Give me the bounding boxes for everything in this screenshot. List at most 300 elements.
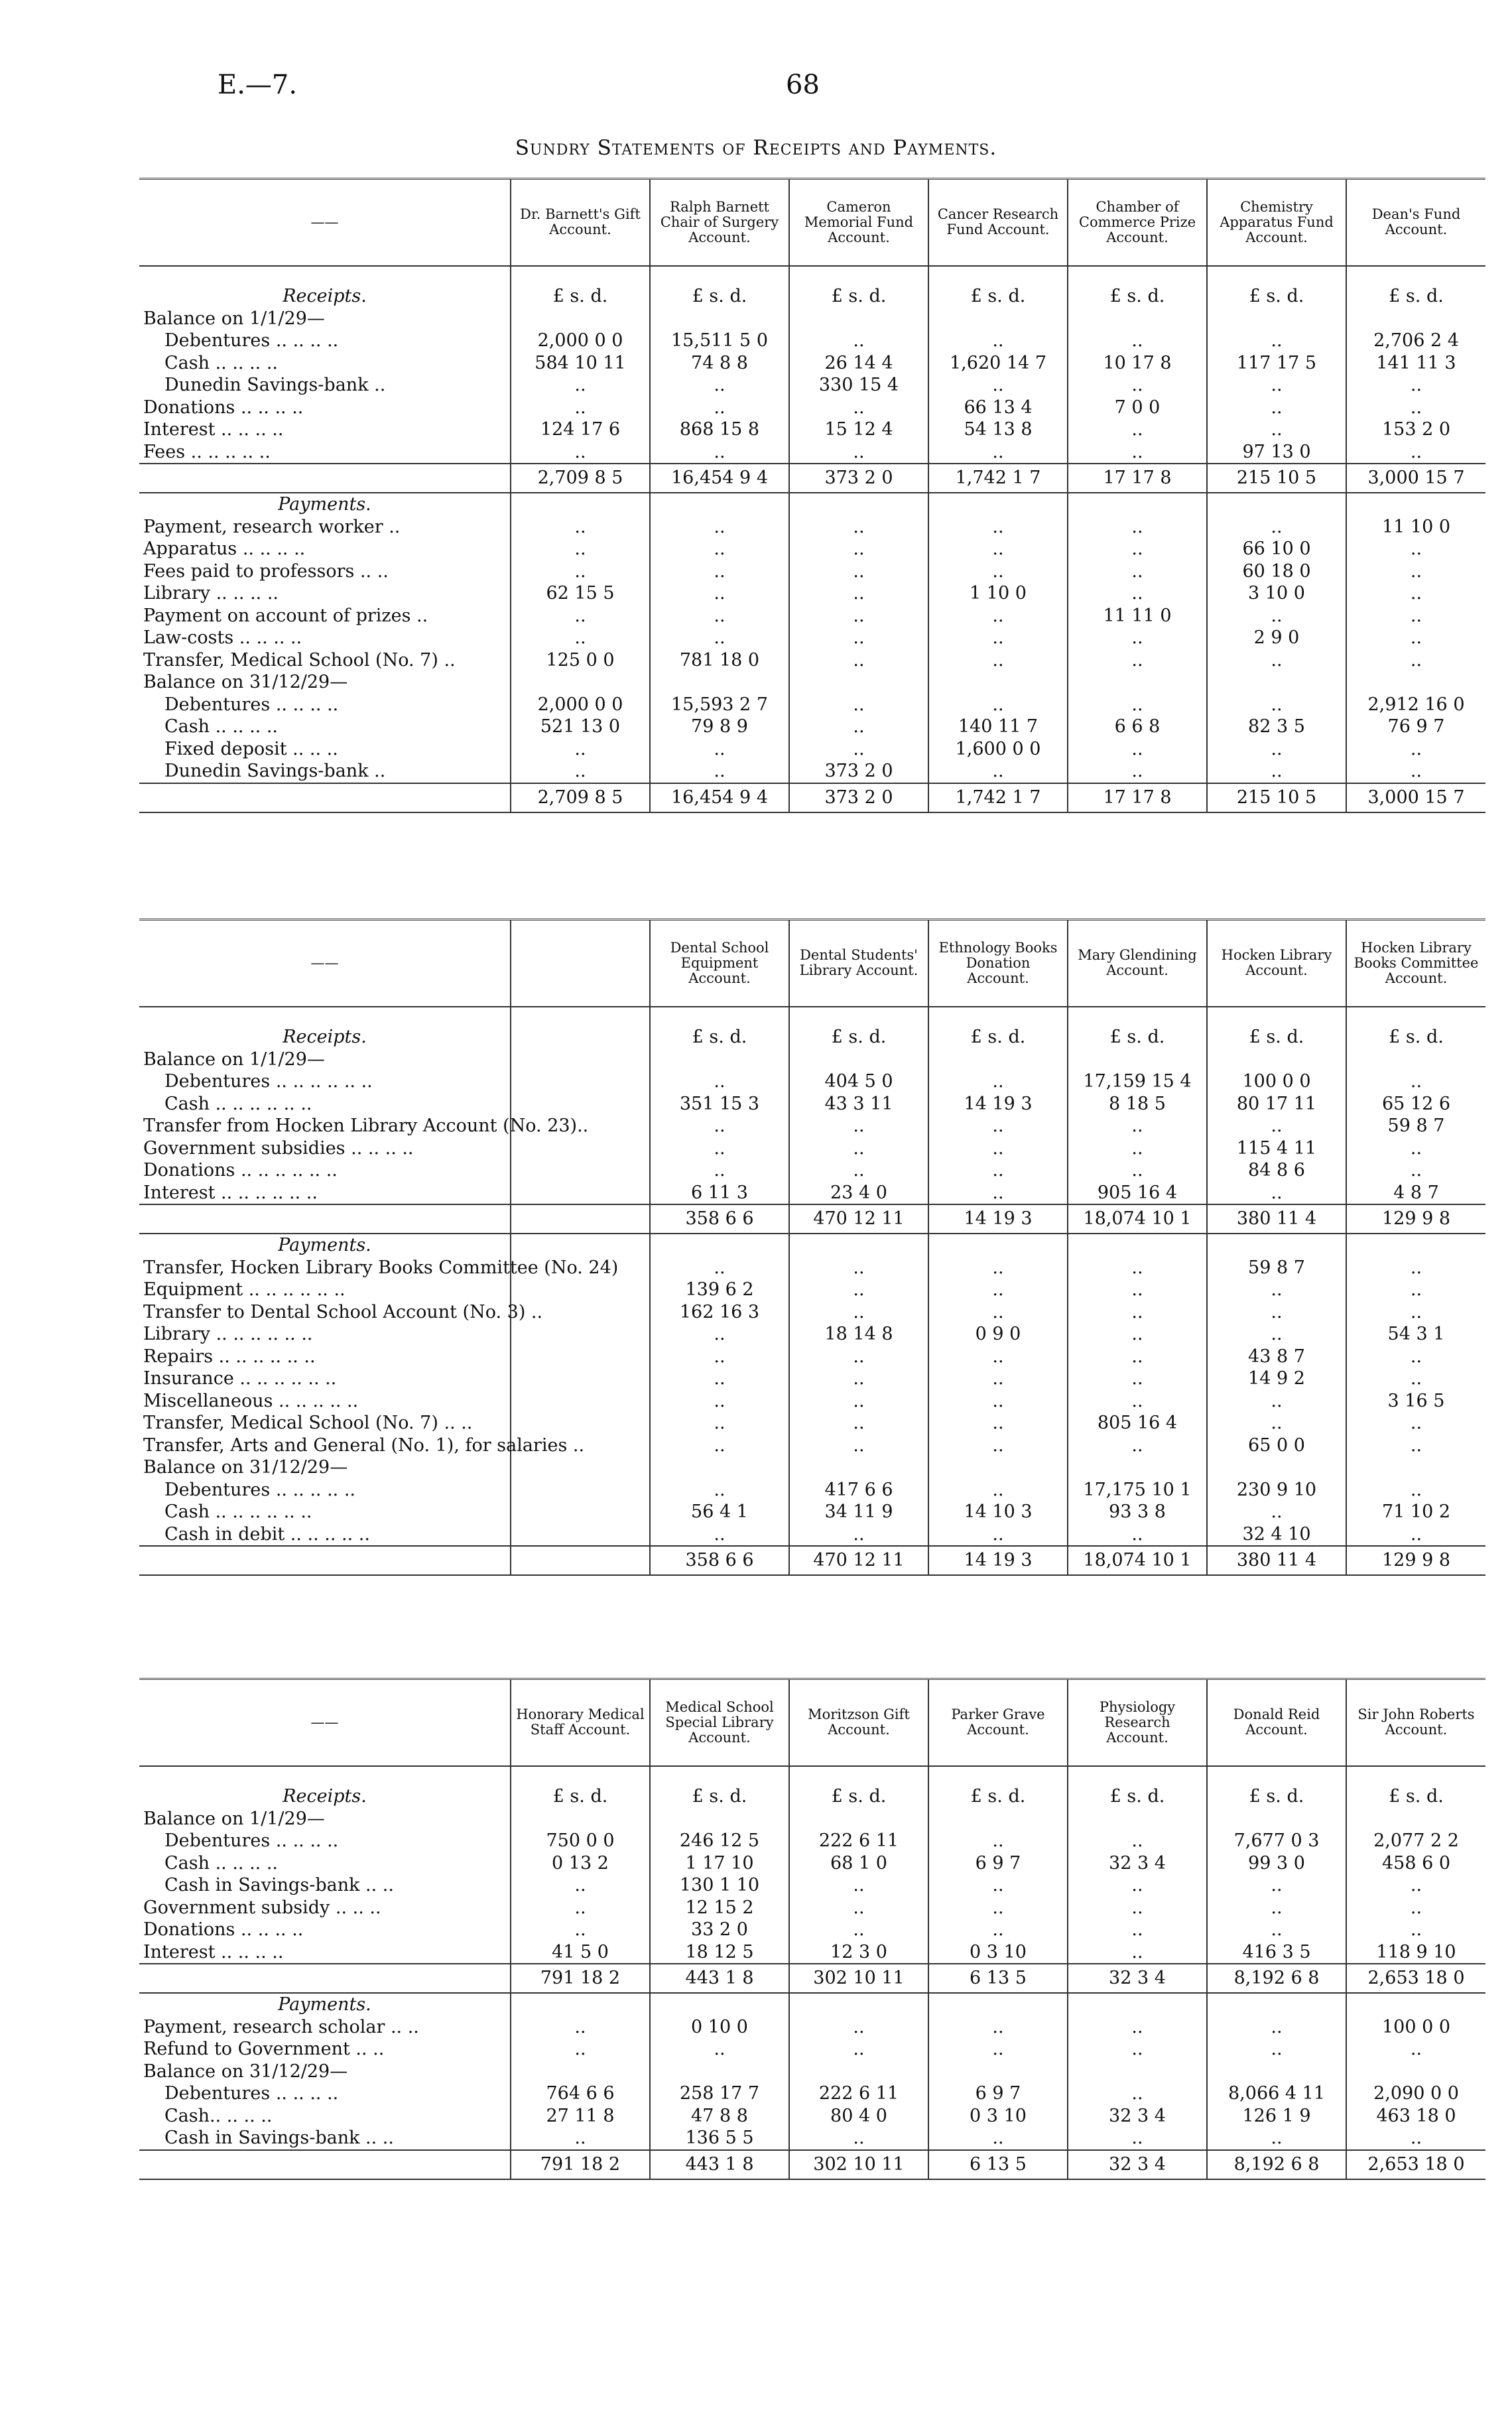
amount-cell: .. [928,605,1068,627]
amount-cell: 11 10 0 [1346,516,1485,539]
amount-cell: 10 17 8 [1068,352,1207,375]
amount-cell: 41 5 0 [511,1941,650,1964]
amount-cell: .. [650,1115,789,1137]
amount-cell: .. [928,1279,1068,1301]
amount-cell: 15 12 4 [789,418,928,441]
amount-cell: 32 4 10 [1207,1523,1346,1547]
amount-cell: .. [1346,1523,1485,1547]
row-label: Dunedin Savings-bank .. [164,761,386,781]
amount-cell: 7 0 0 [1068,397,1207,419]
table-row [139,1115,1485,1137]
amount-cell: .. [789,649,928,672]
amount-cell: 6 6 8 [1068,716,1207,738]
amount-cell [1068,308,1207,330]
account-header: Mary Glendining Account. [1068,920,1207,1007]
account-header: Cameron Memorial Fund Account. [789,179,928,266]
table-row [139,1456,1485,1479]
table-row [139,1897,1485,1919]
amount-cell: .. [928,1115,1068,1137]
amount-cell: 3 16 5 [1346,1390,1485,1413]
header-label-cell: —— [139,179,511,266]
row-label: Cash in debit .. .. .. .. .. [164,1523,370,1545]
amount-cell: .. [1346,738,1485,761]
amount-cell: 1,600 0 0 [928,738,1068,761]
amount-cell: .. [789,1435,928,1457]
amount-cell: .. [928,1301,1068,1324]
amount-cell: 125 0 0 [511,649,650,672]
amount-cell: 65 0 0 [1207,1435,1346,1457]
amount-cell: .. [789,627,928,649]
amount-cell [511,2061,650,2083]
amount-cell: .. [789,397,928,419]
amount-cell: 59 8 7 [1346,1115,1485,1137]
page-number: 68 [786,70,820,100]
amount-cell: .. [650,441,789,464]
amount-cell [650,1766,789,1785]
amount-cell: 12 3 0 [789,1941,928,1964]
row-label [139,1204,511,1234]
amount-cell: 54 13 8 [928,418,1068,441]
row-label [139,1546,511,1575]
amount-cell: .. [789,1897,928,1919]
amount-cell [1207,1808,1346,1830]
row-label: Transfer, Medical School (No. 7) .. .. [143,1413,473,1433]
amount-cell: 153 2 0 [1346,418,1485,441]
amount-cell: .. [1068,1523,1207,1547]
account-header [511,920,650,1007]
amount-cell: £ s. d. [1207,1785,1346,1808]
header-label-cell: —— [139,920,511,1007]
amount-cell [511,1479,650,1502]
amount-cell: .. [789,1137,928,1160]
amount-cell: 2,653 18 0 [1346,2150,1485,2179]
amount-cell: 584 10 11 [511,352,650,375]
spacer-row [139,1766,1485,1785]
amount-cell: 130 1 10 [650,1874,789,1897]
amount-cell: 2,912 16 0 [1346,694,1485,716]
amount-cell [1068,1808,1207,1830]
amount-cell: .. [1068,694,1207,716]
amount-cell: 358 6 6 [650,1546,789,1575]
amount-cell: .. [928,1435,1068,1457]
amount-cell: 302 10 11 [789,1964,928,1993]
amount-cell: £ s. d. [1207,1026,1346,1049]
table-row [139,760,1485,783]
amount-cell: 18 14 8 [789,1323,928,1346]
amount-cell: .. [1068,1257,1207,1279]
amount-cell [1346,308,1485,330]
amount-cell [1068,1993,1207,2016]
amount-cell [650,1234,789,1257]
amount-cell: 66 13 4 [928,397,1068,419]
amount-cell [650,266,789,285]
amount-cell [1207,1049,1346,1071]
amount-cell: .. [1207,1301,1346,1324]
amount-cell: 6 9 7 [928,2082,1068,2105]
amount-cell: 141 11 3 [1346,352,1485,375]
amount-cell: 6 13 5 [928,1964,1068,1993]
row-label: Balance on 1/1/29— [143,1808,325,1829]
amount-cell: .. [650,627,789,649]
amount-cell: .. [928,649,1068,672]
amount-cell: .. [511,441,650,464]
amount-cell: £ s. d. [1207,285,1346,308]
account-header: Physiology Research Account. [1068,1679,1207,1766]
amount-cell: .. [1346,1412,1485,1435]
amount-cell: 215 10 5 [1207,783,1346,812]
amount-cell: .. [1346,397,1485,419]
amount-cell [1068,2061,1207,2083]
account-header: Ralph Barnett Chair of Surgery Account. [650,179,789,266]
amount-cell: .. [789,1115,928,1137]
account-header: Chemistry Apparatus Fund Account. [1207,179,1346,266]
amount-cell: .. [1068,1159,1207,1182]
amount-cell: .. [1207,1279,1346,1301]
amount-cell: 14 10 3 [928,1501,1068,1523]
account-header: Dental School Equipment Account. [650,920,789,1007]
amount-cell: .. [789,1390,928,1413]
amount-cell: 0 3 10 [928,2105,1068,2128]
amount-cell: .. [1207,2127,1346,2150]
amount-cell: .. [789,1412,928,1435]
amount-cell: 129 9 8 [1346,1546,1485,1575]
amount-cell: .. [1346,760,1485,783]
statement-table-1 [139,179,1485,813]
amount-cell: 470 12 11 [789,1546,928,1575]
amount-cell: 84 8 6 [1207,1159,1346,1182]
amount-cell: .. [789,738,928,761]
amount-cell: .. [511,516,650,539]
amount-cell [511,1766,650,1785]
row-label: Library .. .. .. .. [143,583,279,604]
amount-cell [928,671,1068,694]
row-label: Balance on 1/1/29— [143,1049,325,1070]
row-label: Debentures .. .. .. .. [164,1830,339,1851]
amount-cell: £ s. d. [928,285,1068,308]
amount-cell: 26 14 4 [789,352,928,375]
amount-cell: £ s. d. [789,285,928,308]
row-label: Payment, research scholar .. .. [143,2016,419,2037]
amount-cell [1346,2061,1485,2083]
amount-cell: 6 13 5 [928,2150,1068,2179]
table-row [139,1093,1485,1116]
table-row [139,1523,1485,1547]
account-header: Chamber of Commerce Prize Account. [1068,179,1207,266]
amount-cell: 258 17 7 [650,2082,789,2105]
table-row [139,1368,1485,1390]
amount-cell: .. [789,538,928,560]
statement-table-3 [139,1679,1485,2180]
amount-cell: 32 3 4 [1068,1964,1207,1993]
amount-cell: .. [928,1897,1068,1919]
amount-cell: .. [789,1523,928,1547]
amount-cell [928,1993,1068,2016]
amount-cell: .. [789,560,928,583]
amount-cell [928,1007,1068,1026]
table-row [139,1070,1485,1093]
amount-cell [789,1808,928,1830]
table-row [139,2105,1485,2128]
row-label: Government subsidies .. .. .. .. [143,1137,414,1159]
amount-cell [789,266,928,285]
amount-cell: 0 3 10 [928,1941,1068,1964]
amount-cell: 65 12 6 [1346,1093,1485,1116]
amount-cell: 2,090 0 0 [1346,2082,1485,2105]
amount-cell: .. [650,374,789,397]
table-row [139,397,1485,419]
amount-cell [928,2061,1068,2083]
row-label: Receipts. [283,1027,367,1047]
amount-cell: 80 4 0 [789,2105,928,2128]
amount-cell: .. [1346,1897,1485,1919]
amount-cell [1068,266,1207,285]
amount-cell: 1,620 14 7 [928,352,1068,375]
row-label: Law-costs .. .. .. .. [143,627,302,648]
amount-cell: 74 8 8 [650,352,789,375]
table-row [139,330,1485,352]
amount-cell: .. [928,760,1068,783]
amount-cell: .. [1068,2127,1207,2150]
amount-cell: .. [928,1390,1068,1413]
amount-cell [789,1049,928,1071]
amount-cell: 129 9 8 [1346,1204,1485,1234]
amount-cell [511,493,650,516]
row-label: Payment, research worker .. [143,516,401,537]
amount-cell: 18,074 10 1 [1068,1546,1207,1575]
table-row [139,671,1485,694]
amount-cell: .. [1346,605,1485,627]
row-label [139,464,511,493]
spacer-row [139,266,1485,285]
amount-cell [1068,1456,1207,1479]
amount-cell: .. [650,582,789,605]
section-row [139,1785,1485,1808]
row-label: Repairs .. .. .. .. .. .. [143,1346,316,1367]
amount-cell: .. [1207,1897,1346,1919]
amount-cell: .. [1207,1874,1346,1897]
amount-cell: .. [789,1279,928,1301]
amount-cell: .. [1068,516,1207,539]
amount-cell: 791 18 2 [511,2150,650,2179]
amount-cell [1068,1049,1207,1071]
amount-cell: .. [789,2127,928,2150]
amount-cell [1068,1234,1207,1257]
amount-cell: 14 19 3 [928,1093,1068,1116]
amount-cell: 6 11 3 [650,1182,789,1205]
amount-cell: .. [650,1159,789,1182]
amount-cell: 68 1 0 [789,1852,928,1875]
table-row [139,1412,1485,1435]
header-label-cell: —— [139,1679,511,1766]
amount-cell [1346,1993,1485,2016]
amount-cell: .. [511,1874,650,1897]
amount-cell: .. [928,694,1068,716]
amount-cell: 521 13 0 [511,716,650,738]
section-row [139,1234,1485,1257]
amount-cell: 246 12 5 [650,1830,789,1852]
amount-cell: 14 19 3 [928,1546,1068,1575]
amount-cell: 71 10 2 [1346,1501,1485,1523]
amount-cell: 6 9 7 [928,1852,1068,1875]
amount-cell: .. [1207,2038,1346,2061]
amount-cell [511,1026,650,1049]
amount-cell [1346,1766,1485,1785]
amount-cell: 17 17 8 [1068,464,1207,493]
row-label: Refund to Government .. .. [143,2039,385,2059]
row-label [139,1007,511,1026]
table-row [139,1874,1485,1897]
row-label [139,1766,511,1785]
amount-cell: .. [1068,1279,1207,1301]
amount-cell [1207,266,1346,285]
amount-cell [1207,2061,1346,2083]
amount-cell [1207,308,1346,330]
amount-cell: .. [1068,1435,1207,1457]
amount-cell: 2 9 0 [1207,627,1346,649]
row-label: Cash .. .. .. .. [164,716,278,737]
amount-cell: .. [511,738,650,761]
table-row [139,2038,1485,2061]
amount-cell [1207,1456,1346,1479]
amount-cell: 18,074 10 1 [1068,1204,1207,1234]
amount-cell: .. [1068,1919,1207,1941]
amount-cell: .. [789,441,928,464]
section-row [139,1026,1485,1049]
amount-cell: .. [1346,1435,1485,1457]
amount-cell: .. [650,1070,789,1093]
account-header: Hocken Library Account. [1207,920,1346,1007]
amount-cell: .. [1346,1301,1485,1324]
amount-cell [1207,1234,1346,1257]
amount-cell: 417 6 6 [789,1479,928,1502]
amount-cell: .. [789,1257,928,1279]
amount-cell: 222 6 11 [789,1830,928,1852]
amount-cell: .. [650,1390,789,1413]
row-label: Cash .. .. .. .. .. .. [164,1093,312,1114]
column-header-row [139,920,1485,1007]
row-label [139,1964,511,1993]
amount-cell: 100 0 0 [1346,2016,1485,2039]
amount-cell: .. [1207,2016,1346,2039]
amount-cell: .. [1068,1830,1207,1852]
amount-cell: .. [928,2038,1068,2061]
amount-cell: 302 10 11 [789,2150,928,2179]
amount-cell: 33 2 0 [650,1919,789,1941]
amount-cell: 470 12 11 [789,1204,928,1234]
page-reference: E.—7. [218,70,298,100]
amount-cell: 1,742 1 7 [928,783,1068,812]
amount-cell: £ s. d. [1068,1785,1207,1808]
amount-cell: .. [928,1346,1068,1368]
amount-cell: .. [928,441,1068,464]
table-row [139,308,1485,330]
amount-cell: .. [650,1412,789,1435]
amount-cell: .. [1207,330,1346,352]
amount-cell: £ s. d. [789,1026,928,1049]
amount-cell: 76 9 7 [1346,716,1485,738]
amount-cell: .. [928,538,1068,560]
table-row [139,538,1485,560]
amount-cell [1207,493,1346,516]
amount-cell: 2,709 8 5 [511,464,650,493]
table-row [139,1808,1485,1830]
amount-cell: .. [789,1301,928,1324]
amount-cell: 139 6 2 [650,1279,789,1301]
amount-cell: .. [789,716,928,738]
table-row [139,1159,1485,1182]
row-label: Debentures .. .. .. .. .. [164,1479,355,1500]
amount-cell: .. [789,605,928,627]
row-label: Cash in Savings-bank .. .. [164,2128,394,2148]
amount-cell: .. [789,1874,928,1897]
amount-cell: 16,454 9 4 [650,464,789,493]
page-title: Sundry Statements of Receipts and Payments. [515,136,997,160]
statement-table-2 [139,920,1485,1576]
amount-cell [650,493,789,516]
amount-cell: 66 10 0 [1207,538,1346,560]
amount-cell: 118 9 10 [1346,1941,1485,1964]
amount-cell: 2,653 18 0 [1346,1964,1485,1993]
account-header: Ethnology Books Donation Account. [928,920,1068,1007]
amount-cell: 8,066 4 11 [1207,2082,1346,2105]
amount-cell: 17 17 8 [1068,783,1207,812]
row-label: Equipment .. .. .. .. .. .. [143,1279,346,1300]
account-header: Dean's Fund Account. [1346,179,1485,266]
table-row [139,605,1485,627]
amount-cell [1207,1993,1346,2016]
amount-cell [789,493,928,516]
account-header: Hocken Library Books Committee Account. [1346,920,1485,1007]
amount-cell: 54 3 1 [1346,1323,1485,1346]
table-row [139,582,1485,605]
amount-cell [789,2061,928,2083]
amount-cell: .. [650,538,789,560]
amount-cell: .. [789,2038,928,2061]
amount-cell: 32 3 4 [1068,2105,1207,2128]
row-label: Debentures .. .. .. .. [164,2083,339,2104]
amount-cell: .. [928,2127,1068,2150]
row-label: Cash in Savings-bank .. .. [164,1875,394,1895]
amount-cell: .. [928,2016,1068,2039]
amount-cell: .. [789,694,928,716]
section-row [139,493,1485,516]
amount-cell: .. [650,605,789,627]
amount-cell: .. [1346,1159,1485,1182]
amount-cell: .. [650,738,789,761]
row-label: Transfer, Hocken Library Books Committee (No. 24) [143,1257,619,1278]
account-header: Medical School Special Library Account. [650,1679,789,1766]
amount-cell: .. [1068,2038,1207,2061]
amount-cell: 18 12 5 [650,1941,789,1964]
row-label: Debentures .. .. .. .. [164,694,339,715]
amount-cell: 47 8 8 [650,2105,789,2128]
amount-cell [511,308,650,330]
total-row [139,464,1485,493]
amount-cell: .. [1068,1368,1207,1390]
amount-cell [511,1346,650,1368]
amount-cell: 1 10 0 [928,582,1068,605]
amount-cell: .. [789,582,928,605]
table-row [139,649,1485,672]
amount-cell [650,2061,789,2083]
amount-cell: .. [928,1874,1068,1897]
amount-cell [1346,1808,1485,1830]
amount-cell: 222 6 11 [789,2082,928,2105]
amount-cell: .. [650,1346,789,1368]
amount-cell: 458 6 0 [1346,1852,1485,1875]
amount-cell: 230 9 10 [1207,1479,1346,1502]
amount-cell [1068,671,1207,694]
